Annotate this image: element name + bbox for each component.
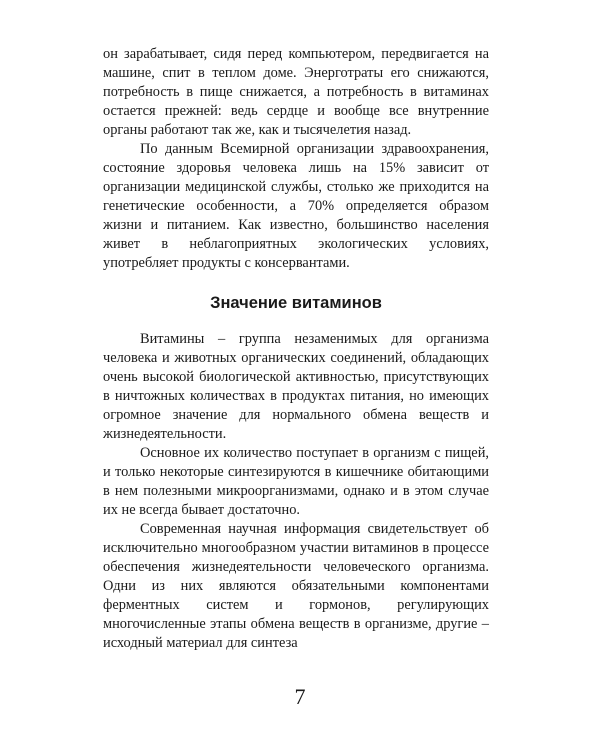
section-heading: Значение витаминов: [210, 294, 382, 312]
paragraph-continuation: он зарабатывает, сидя перед компьютером, передвигается на машине, спит в теплом доме. Энерготраты его снижаются, потребность в пище снижается, а потребность в витаминах остается прежней: ведь сердце и вообще все внутренние органы работают так же, как и тысячелетия назад.: [103, 46, 489, 138]
paragraph-vitamins-role: Современная научная информация свидетельствует об исключительно многообразном участии витаминов в процессе обеспечения жизнедеятельности человеческого организма. Одни из них являются обязательными компонентами ферментных систем и гормонов, регулирующих многочисленные этапы обмена веществ в организме, другие – исходный материал для синтеза: [103, 521, 489, 651]
paragraph-vitamins-intake: Основное их количество поступает в организм с пищей, и только некоторые синтезируются в кишечнике обитающими в нем полезными микроорганизмами, однако и в этом случае их не всегда бывает достаточно.: [103, 445, 489, 518]
page-number: 7: [294, 684, 306, 709]
paragraph-who-health: По данным Всемирной организации здравоохранения, состояние здоровья человека лишь на 15% зависит от организации медицинской службы, столько же приходится на генетические особенности, а 70% определяется образом жизни и питанием. Как известно, большинство населения живет в неблагоприятных экологических условиях, употребляет продукты с консервантами.: [103, 141, 489, 271]
page-body: [103, 45, 489, 653]
paragraph-vitamins-definition: Витамины – группа незаменимых для организма человека и животных органических соединений, обладающих очень высокой биологической активностью, присутствующих в ничтожных количествах в продуктах питания, но имеющих огромное значение для нормального обмена веществ и жизнедеятельности.: [103, 331, 489, 442]
